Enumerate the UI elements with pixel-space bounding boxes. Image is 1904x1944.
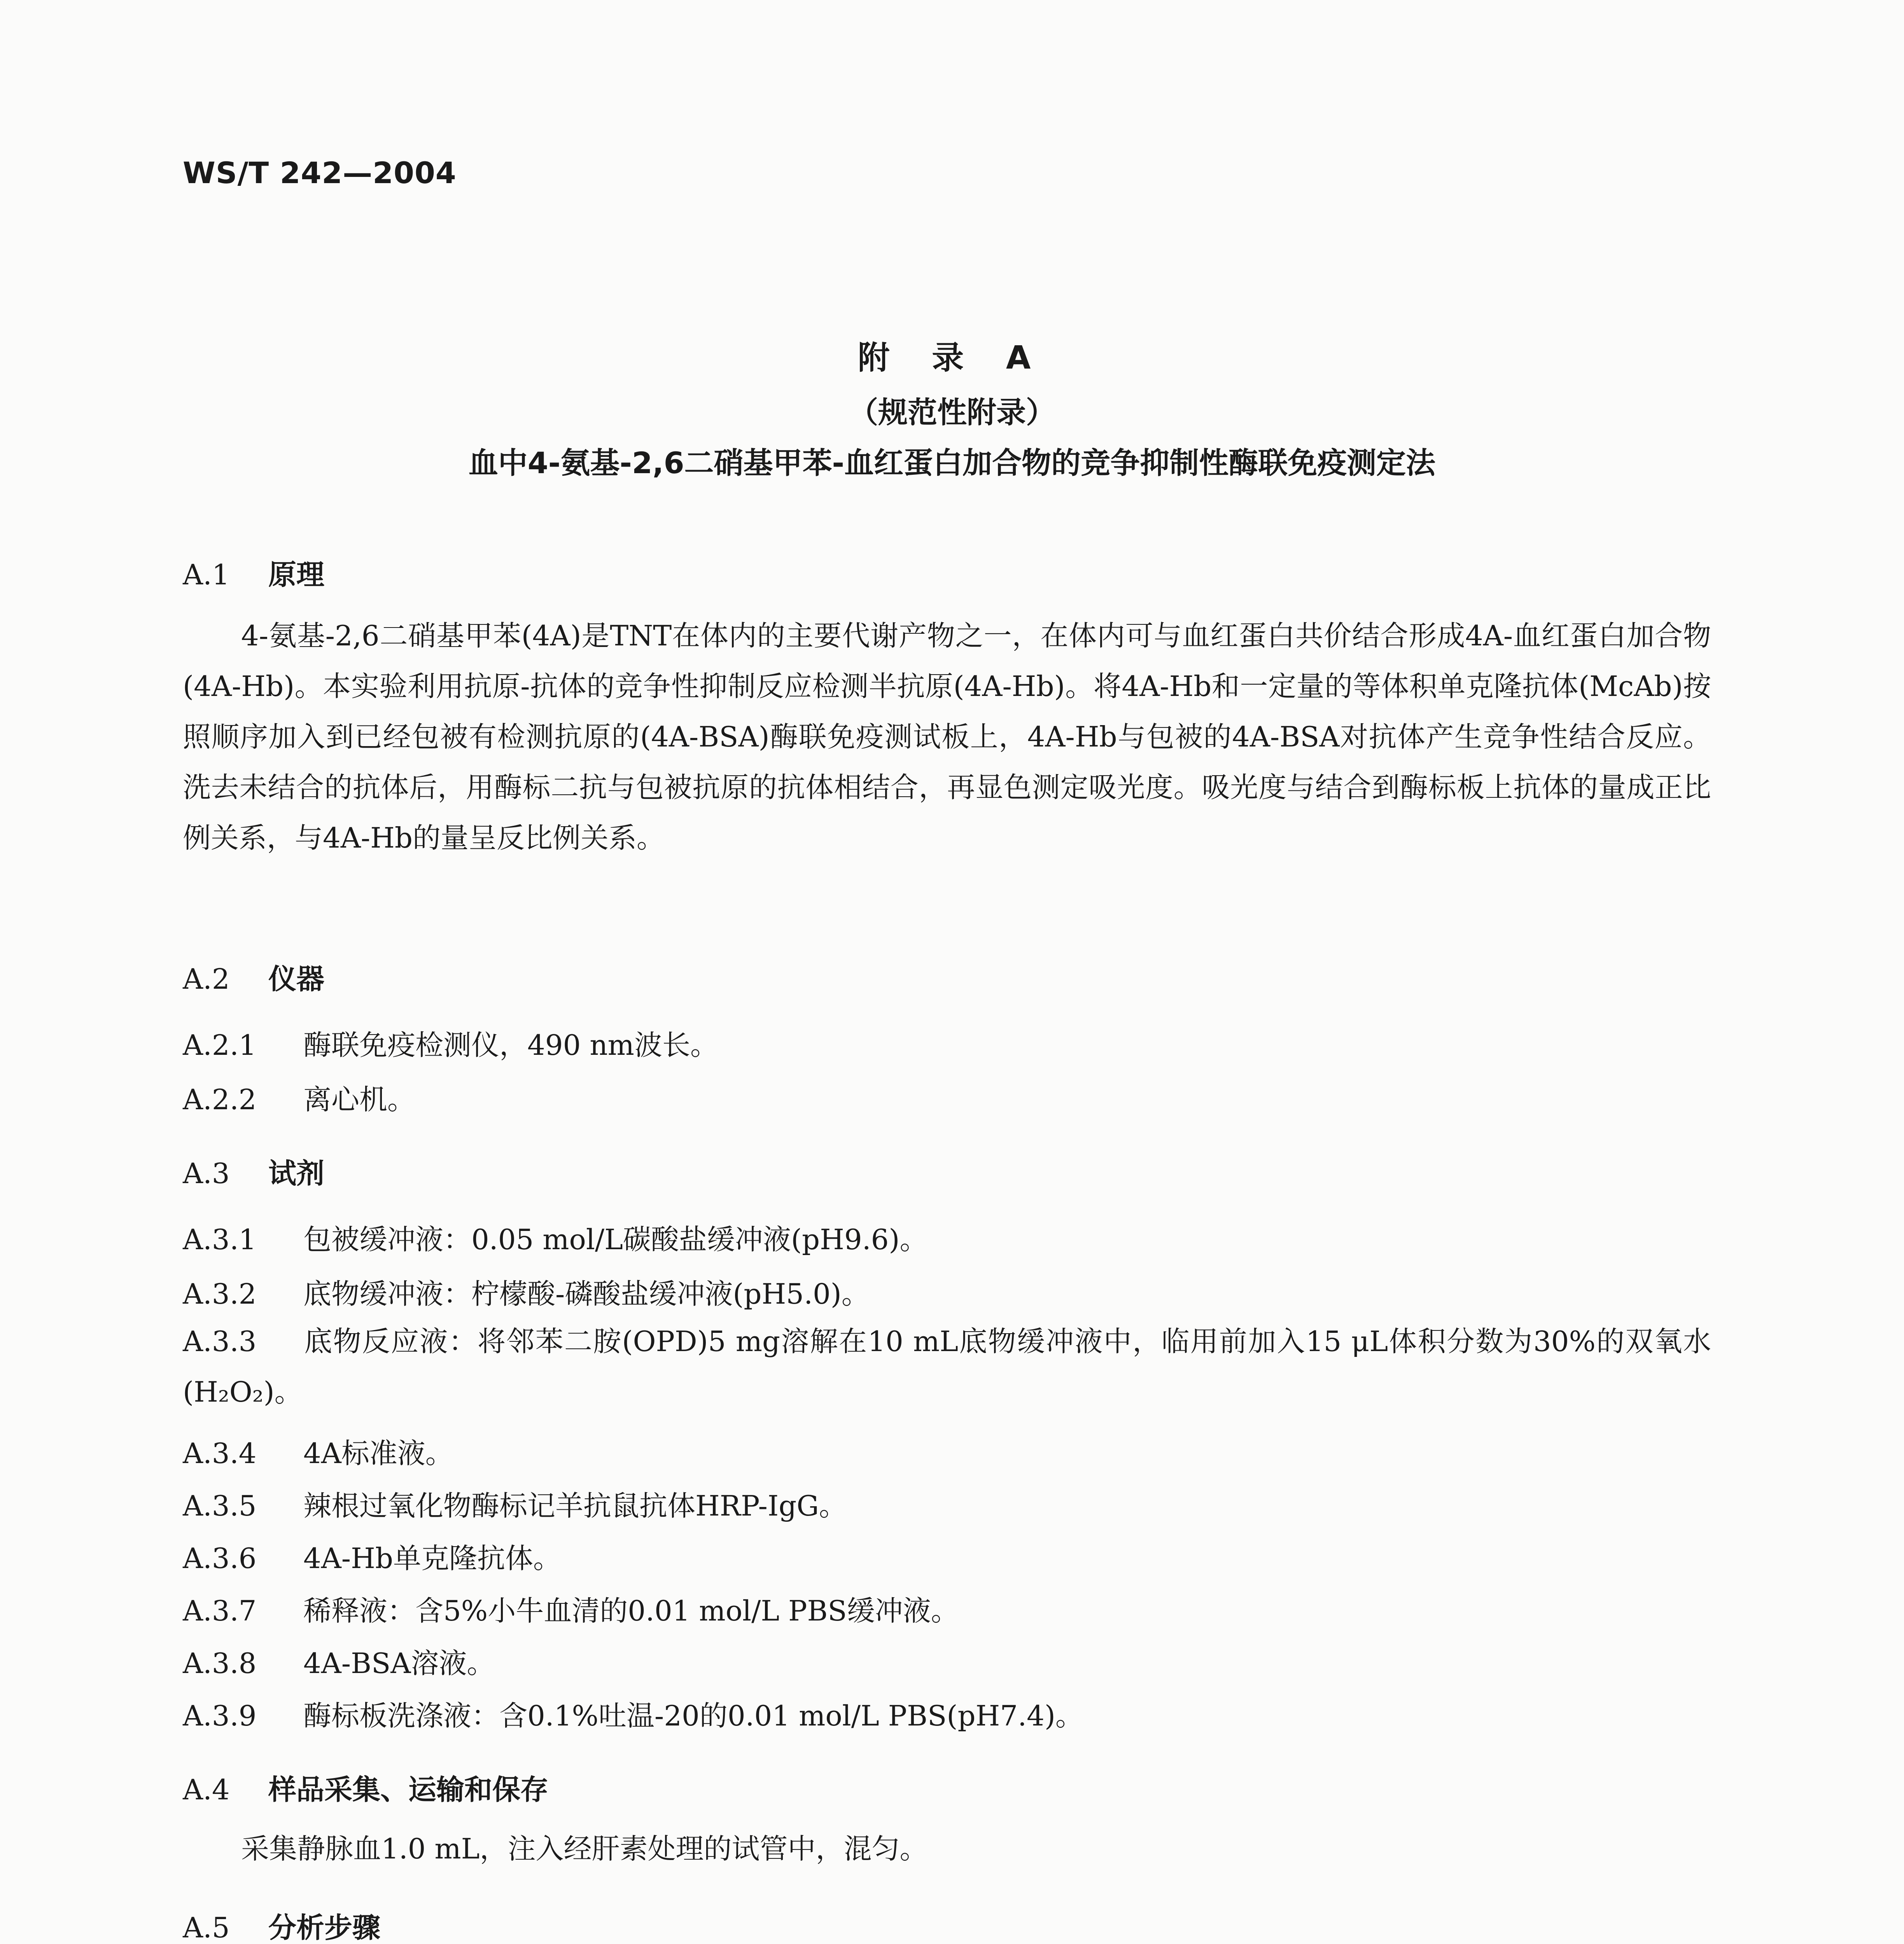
item-text: 辣根过氧化物酶标记羊抗鼠抗体HRP-IgG。 bbox=[303, 1489, 847, 1522]
item-text: 离心机。 bbox=[303, 1083, 416, 1116]
item-number: A.3.6 bbox=[183, 1542, 257, 1575]
list-item bbox=[183, 1588, 959, 1629]
sampling-paragraph: 采集静脉血1.0 mL，注入经肝素处理的试管中，混匀。 bbox=[241, 1832, 928, 1865]
list-item bbox=[183, 1693, 1083, 1734]
appendix-kind: （规范性附录） bbox=[849, 395, 1055, 430]
list-item bbox=[183, 1271, 870, 1312]
item-text: 包被缓冲液：0.05 mol/L碳酸盐缓冲液(pH9.6)。 bbox=[303, 1223, 928, 1256]
principle-paragraph: 4-氨基-2,6二硝基甲苯(4A)是TNT在体内的主要代谢产物之一，在体内可与血红蛋白共价结合形成4A-血红蛋白加合物(4A-Hb)。本实验利用抗原-抗体的竞争性抑制反应检测半抗原(4A-Hb)。将4A-Hb和一定量的等体积单克隆抗体(McAb)按照顺序加入到已经包被有检测抗原的(4A-BSA)酶联免疫测试板上，4A-Hb与包被的4A-BSA对抗体产生竞争性结合反应。洗去未结合的抗体后，用酶标二抗与包被抗原的抗体相结合，再显色测定吸光度。吸光度与结合到酶标板上抗体的量成正比例关系，与4A-Hb的量呈反比例关系。 bbox=[183, 619, 1711, 854]
item-number: A.3.7 bbox=[183, 1594, 257, 1627]
section-heading bbox=[183, 1905, 380, 1944]
item-text: 4A-Hb单克隆抗体。 bbox=[303, 1542, 562, 1575]
item-number: A.3.3 bbox=[183, 1325, 257, 1358]
list-item bbox=[183, 1641, 495, 1681]
section-number: A.1 bbox=[183, 558, 230, 591]
section-heading bbox=[183, 956, 324, 997]
item-text: 酶联免疫检测仪，490 nm波长。 bbox=[303, 1029, 718, 1061]
item-text: 酶标板洗涤液：含0.1%吐温-20的0.01 mol/L PBS(pH7.4)。 bbox=[303, 1699, 1083, 1732]
item-number: A.3.4 bbox=[183, 1437, 257, 1470]
list-item bbox=[183, 1483, 847, 1524]
section-heading bbox=[183, 1767, 548, 1808]
list-item bbox=[183, 1431, 453, 1471]
section-title: 仪器 bbox=[268, 963, 325, 995]
item-number: A.3.1 bbox=[183, 1223, 257, 1256]
list-item bbox=[183, 1077, 415, 1117]
section-title: 原理 bbox=[268, 558, 325, 591]
section-number: A.5 bbox=[183, 1911, 230, 1944]
section-number: A.3 bbox=[183, 1157, 230, 1190]
item-number: A.2.2 bbox=[183, 1083, 257, 1116]
list-item bbox=[183, 1217, 928, 1257]
item-number: A.3.5 bbox=[183, 1489, 257, 1522]
item-number: A.3.8 bbox=[183, 1647, 257, 1680]
section-title: 分析步骤 bbox=[268, 1911, 381, 1944]
section-number: A.4 bbox=[183, 1773, 230, 1806]
item-text: 4A-BSA溶液。 bbox=[303, 1647, 495, 1680]
item-number: A.3.2 bbox=[183, 1278, 257, 1310]
list-item bbox=[183, 1536, 561, 1576]
appendix-title: 附 录 A bbox=[858, 339, 1046, 376]
item-text: 稀释液：含5%小牛血清的0.01 mol/L PBS缓冲液。 bbox=[303, 1594, 959, 1627]
section-title: 试剂 bbox=[268, 1157, 325, 1190]
standard-code: WS/T 242—2004 bbox=[183, 156, 457, 190]
list-item bbox=[183, 1316, 1711, 1417]
item-number: A.3.9 bbox=[183, 1699, 257, 1732]
item-text: 4A标准液。 bbox=[303, 1437, 453, 1470]
section-title: 样品采集、运输和保存 bbox=[268, 1773, 549, 1806]
section-heading bbox=[183, 552, 324, 593]
section-heading bbox=[183, 1151, 324, 1191]
list-item bbox=[183, 1023, 718, 1063]
item-text: 底物缓冲液：柠檬酸-磷酸盐缓冲液(pH5.0)。 bbox=[303, 1278, 870, 1310]
document-title: 血中4-氨基-2,6二硝基甲苯-血红蛋白加合物的竞争抑制性酶联免疫测定法 bbox=[468, 446, 1436, 480]
section-number: A.2 bbox=[183, 963, 230, 995]
item-number: A.2.1 bbox=[183, 1029, 257, 1061]
item-text: 底物反应液：将邻苯二胺(OPD)5 mg溶解在10 mL底物缓冲液中，临用前加入15 μL体积分数为30%的双氧水(H₂O₂)。 bbox=[183, 1325, 1711, 1408]
